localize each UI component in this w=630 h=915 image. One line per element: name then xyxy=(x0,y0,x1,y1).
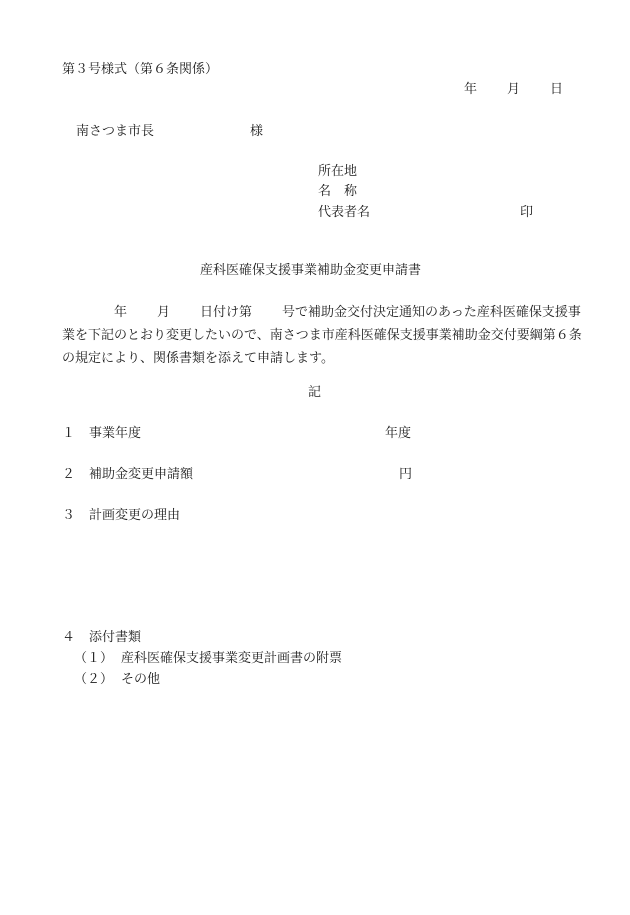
body-paragraph xyxy=(62,301,582,370)
item-1 xyxy=(62,426,141,442)
item-4 xyxy=(62,630,141,646)
item-2 xyxy=(62,467,193,483)
attachment-number: （２） xyxy=(74,672,114,687)
document-title: 産科医確保支援事業補助金変更申請書 xyxy=(200,263,422,278)
date-year: 年 xyxy=(464,82,478,97)
seal-mark: 印 xyxy=(520,205,534,220)
item-1-unit: 年度 xyxy=(385,426,412,441)
item-label: 計画変更の理由 xyxy=(89,508,181,523)
date-day: 日 xyxy=(550,82,564,97)
representative-label: 代表者名 xyxy=(318,205,371,220)
item-number: ３ xyxy=(62,508,76,523)
body-dated-no: 日付け第 xyxy=(200,305,253,320)
date-month: 月 xyxy=(507,82,521,97)
item-number: ２ xyxy=(62,467,76,482)
addressee-honorific: 様 xyxy=(250,124,264,139)
item-number: ４ xyxy=(62,630,76,645)
attachment-1 xyxy=(74,651,342,667)
form-number: 第３号様式（第６条関係） xyxy=(62,62,219,77)
attachment-2 xyxy=(74,672,160,688)
ki-heading: 記 xyxy=(308,385,322,400)
item-label: 事業年度 xyxy=(89,426,142,441)
address-label: 所在地 xyxy=(318,164,358,179)
name-label: 名 称 xyxy=(318,184,358,199)
body-year: 年 xyxy=(114,305,128,320)
item-label: 添付書類 xyxy=(89,630,142,645)
item-label: 補助金変更申請額 xyxy=(89,467,194,482)
item-3 xyxy=(62,508,180,524)
attachment-label: 産科医確保支援事業変更計画書の附票 xyxy=(121,651,343,666)
body-month: 月 xyxy=(157,305,171,320)
item-2-unit: 円 xyxy=(399,467,413,482)
attachment-label: その他 xyxy=(121,672,161,687)
addressee-name: 南さつま市長 xyxy=(76,124,155,139)
body-text: 号で補助金交付決定通知のあった産科医確保支援事業を下記のとおり変更したいので、南さつま市産科医確保支援事業補助金交付要綱第６条の規定により、関係書類を添えて申請します。 xyxy=(62,305,582,366)
date-line xyxy=(464,82,563,98)
attachment-number: （１） xyxy=(74,651,114,666)
item-number: １ xyxy=(62,426,76,441)
